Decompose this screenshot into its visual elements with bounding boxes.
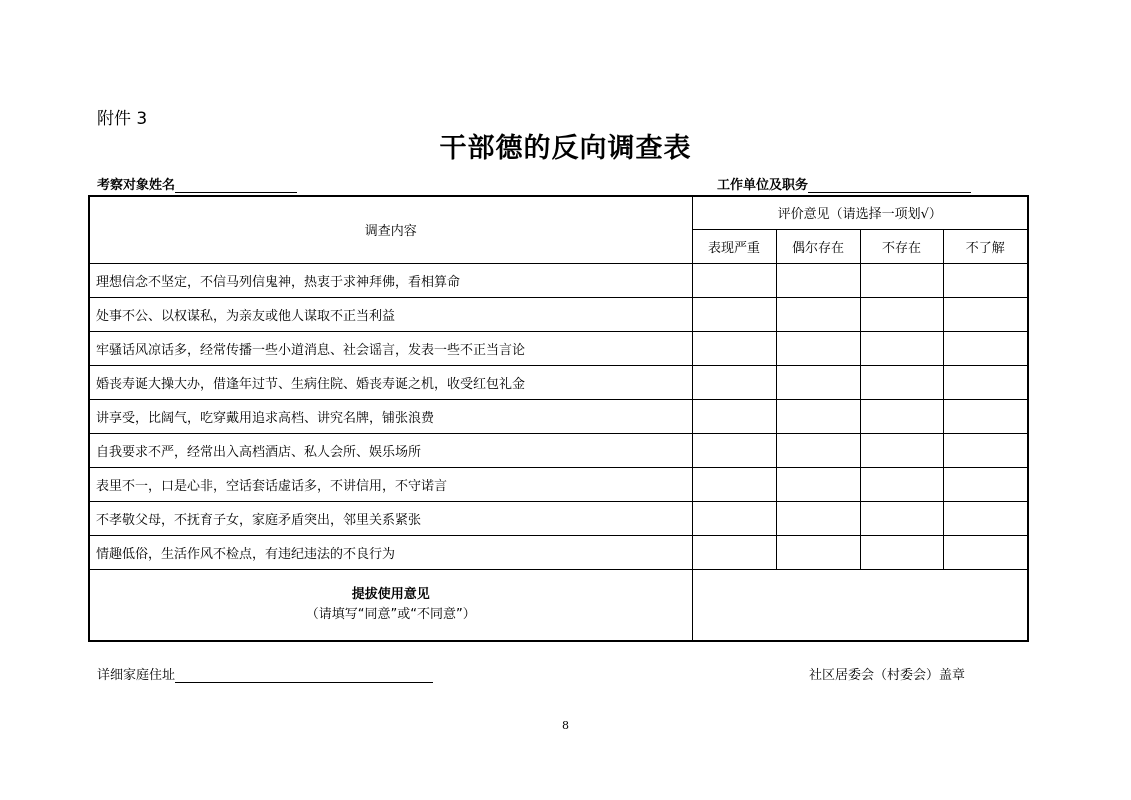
rating-cell-unknown[interactable] [943, 535, 1028, 569]
row-content: 理想信念不坚定，不信马列信鬼神，热衷于求神拜佛，看相算命 [89, 263, 692, 297]
rating-cell-serious[interactable] [692, 433, 776, 467]
address-label: 详细家庭住址 [97, 668, 176, 683]
proposal-hint: （请填写“同意”或“不同意”） [305, 606, 476, 622]
stamp-label: 社区居委会（村委会）盖章 [809, 668, 966, 683]
row-content: 自我要求不严，经常出入高档酒店、私人会所、娱乐场所 [89, 433, 692, 467]
rating-cell-serious[interactable] [692, 263, 776, 297]
rating-cell-occasional[interactable] [776, 467, 860, 501]
address-input-line[interactable] [175, 668, 433, 683]
rating-cell-occasional[interactable] [776, 535, 860, 569]
rating-cell-serious[interactable] [692, 501, 776, 535]
work-unit-input-line[interactable] [808, 178, 971, 193]
rating-cell-serious[interactable] [692, 399, 776, 433]
rating-cell-unknown[interactable] [943, 399, 1028, 433]
subject-name-label: 考察对象姓名 [97, 178, 176, 193]
rating-cell-none[interactable] [860, 535, 943, 569]
rating-cell-unknown[interactable] [943, 263, 1028, 297]
table-row [89, 297, 1028, 331]
rating-cell-unknown[interactable] [943, 467, 1028, 501]
address-field [97, 664, 433, 683]
rating-cell-serious[interactable] [692, 365, 776, 399]
rating-header-occasional: 偶尔存在 [776, 229, 860, 263]
subject-name-field [97, 174, 297, 193]
table-row [89, 501, 1028, 535]
rating-cell-none[interactable] [860, 433, 943, 467]
row-content: 不孝敬父母，不抚育子女，家庭矛盾突出，邻里关系紧张 [89, 501, 692, 535]
rating-cell-occasional[interactable] [776, 263, 860, 297]
rating-cell-occasional[interactable] [776, 365, 860, 399]
rating-header-serious: 表现严重 [692, 229, 776, 263]
table-row [89, 467, 1028, 501]
rating-cell-occasional[interactable] [776, 501, 860, 535]
rating-cell-none[interactable] [860, 331, 943, 365]
rating-cell-unknown[interactable] [943, 501, 1028, 535]
attachment-label: 附件 3 [97, 109, 148, 129]
subject-name-input-line[interactable] [175, 178, 297, 193]
rating-cell-serious[interactable] [692, 535, 776, 569]
rating-cell-none[interactable] [860, 501, 943, 535]
table-row [89, 399, 1028, 433]
work-unit-field [717, 174, 971, 193]
survey-table [88, 195, 1029, 642]
row-content: 处事不公、以权谋私，为亲友或他人谋取不正当利益 [89, 297, 692, 331]
rating-cell-occasional[interactable] [776, 297, 860, 331]
rating-cell-occasional[interactable] [776, 433, 860, 467]
proposal-row [89, 569, 1028, 641]
rating-header-none: 不存在 [860, 229, 943, 263]
rating-cell-occasional[interactable] [776, 331, 860, 365]
rating-cell-unknown[interactable] [943, 331, 1028, 365]
proposal-label: 提拔使用意见 [351, 586, 430, 602]
row-content: 情趣低俗，生活作风不检点，有违纪违法的不良行为 [89, 535, 692, 569]
table-row [89, 331, 1028, 365]
rating-cell-none[interactable] [860, 467, 943, 501]
rating-cell-serious[interactable] [692, 331, 776, 365]
rating-cell-none[interactable] [860, 297, 943, 331]
rating-cell-occasional[interactable] [776, 399, 860, 433]
rating-cell-serious[interactable] [692, 467, 776, 501]
table-row [89, 365, 1028, 399]
page-title: 干部德的反向调查表 [439, 133, 692, 164]
table-row [89, 535, 1028, 569]
rating-cell-none[interactable] [860, 399, 943, 433]
rating-header-unknown: 不了解 [943, 229, 1028, 263]
proposal-input-cell[interactable] [692, 569, 1028, 641]
rating-cell-none[interactable] [860, 263, 943, 297]
table-row [89, 433, 1028, 467]
rating-cell-serious[interactable] [692, 297, 776, 331]
page-number: 8 [562, 719, 569, 732]
rating-cell-unknown[interactable] [943, 365, 1028, 399]
table-row [89, 263, 1028, 297]
content-header: 调查内容 [89, 196, 692, 263]
row-content: 讲享受，比阔气，吃穿戴用追求高档、讲究名牌，铺张浪费 [89, 399, 692, 433]
row-content: 表里不一，口是心非，空话套话虚话多，不讲信用，不守诺言 [89, 467, 692, 501]
rating-cell-none[interactable] [860, 365, 943, 399]
rating-cell-unknown[interactable] [943, 433, 1028, 467]
evaluation-header: 评价意见（请选择一项划√） [692, 196, 1028, 229]
row-content: 牢骚话风凉话多，经常传播一些小道消息、社会谣言，发表一些不正当言论 [89, 331, 692, 365]
work-unit-label: 工作单位及职务 [717, 178, 809, 193]
proposal-label-cell [89, 569, 692, 641]
rating-cell-unknown[interactable] [943, 297, 1028, 331]
row-content: 婚丧寿诞大操大办，借逢年过节、生病住院、婚丧寿诞之机，收受红包礼金 [89, 365, 692, 399]
